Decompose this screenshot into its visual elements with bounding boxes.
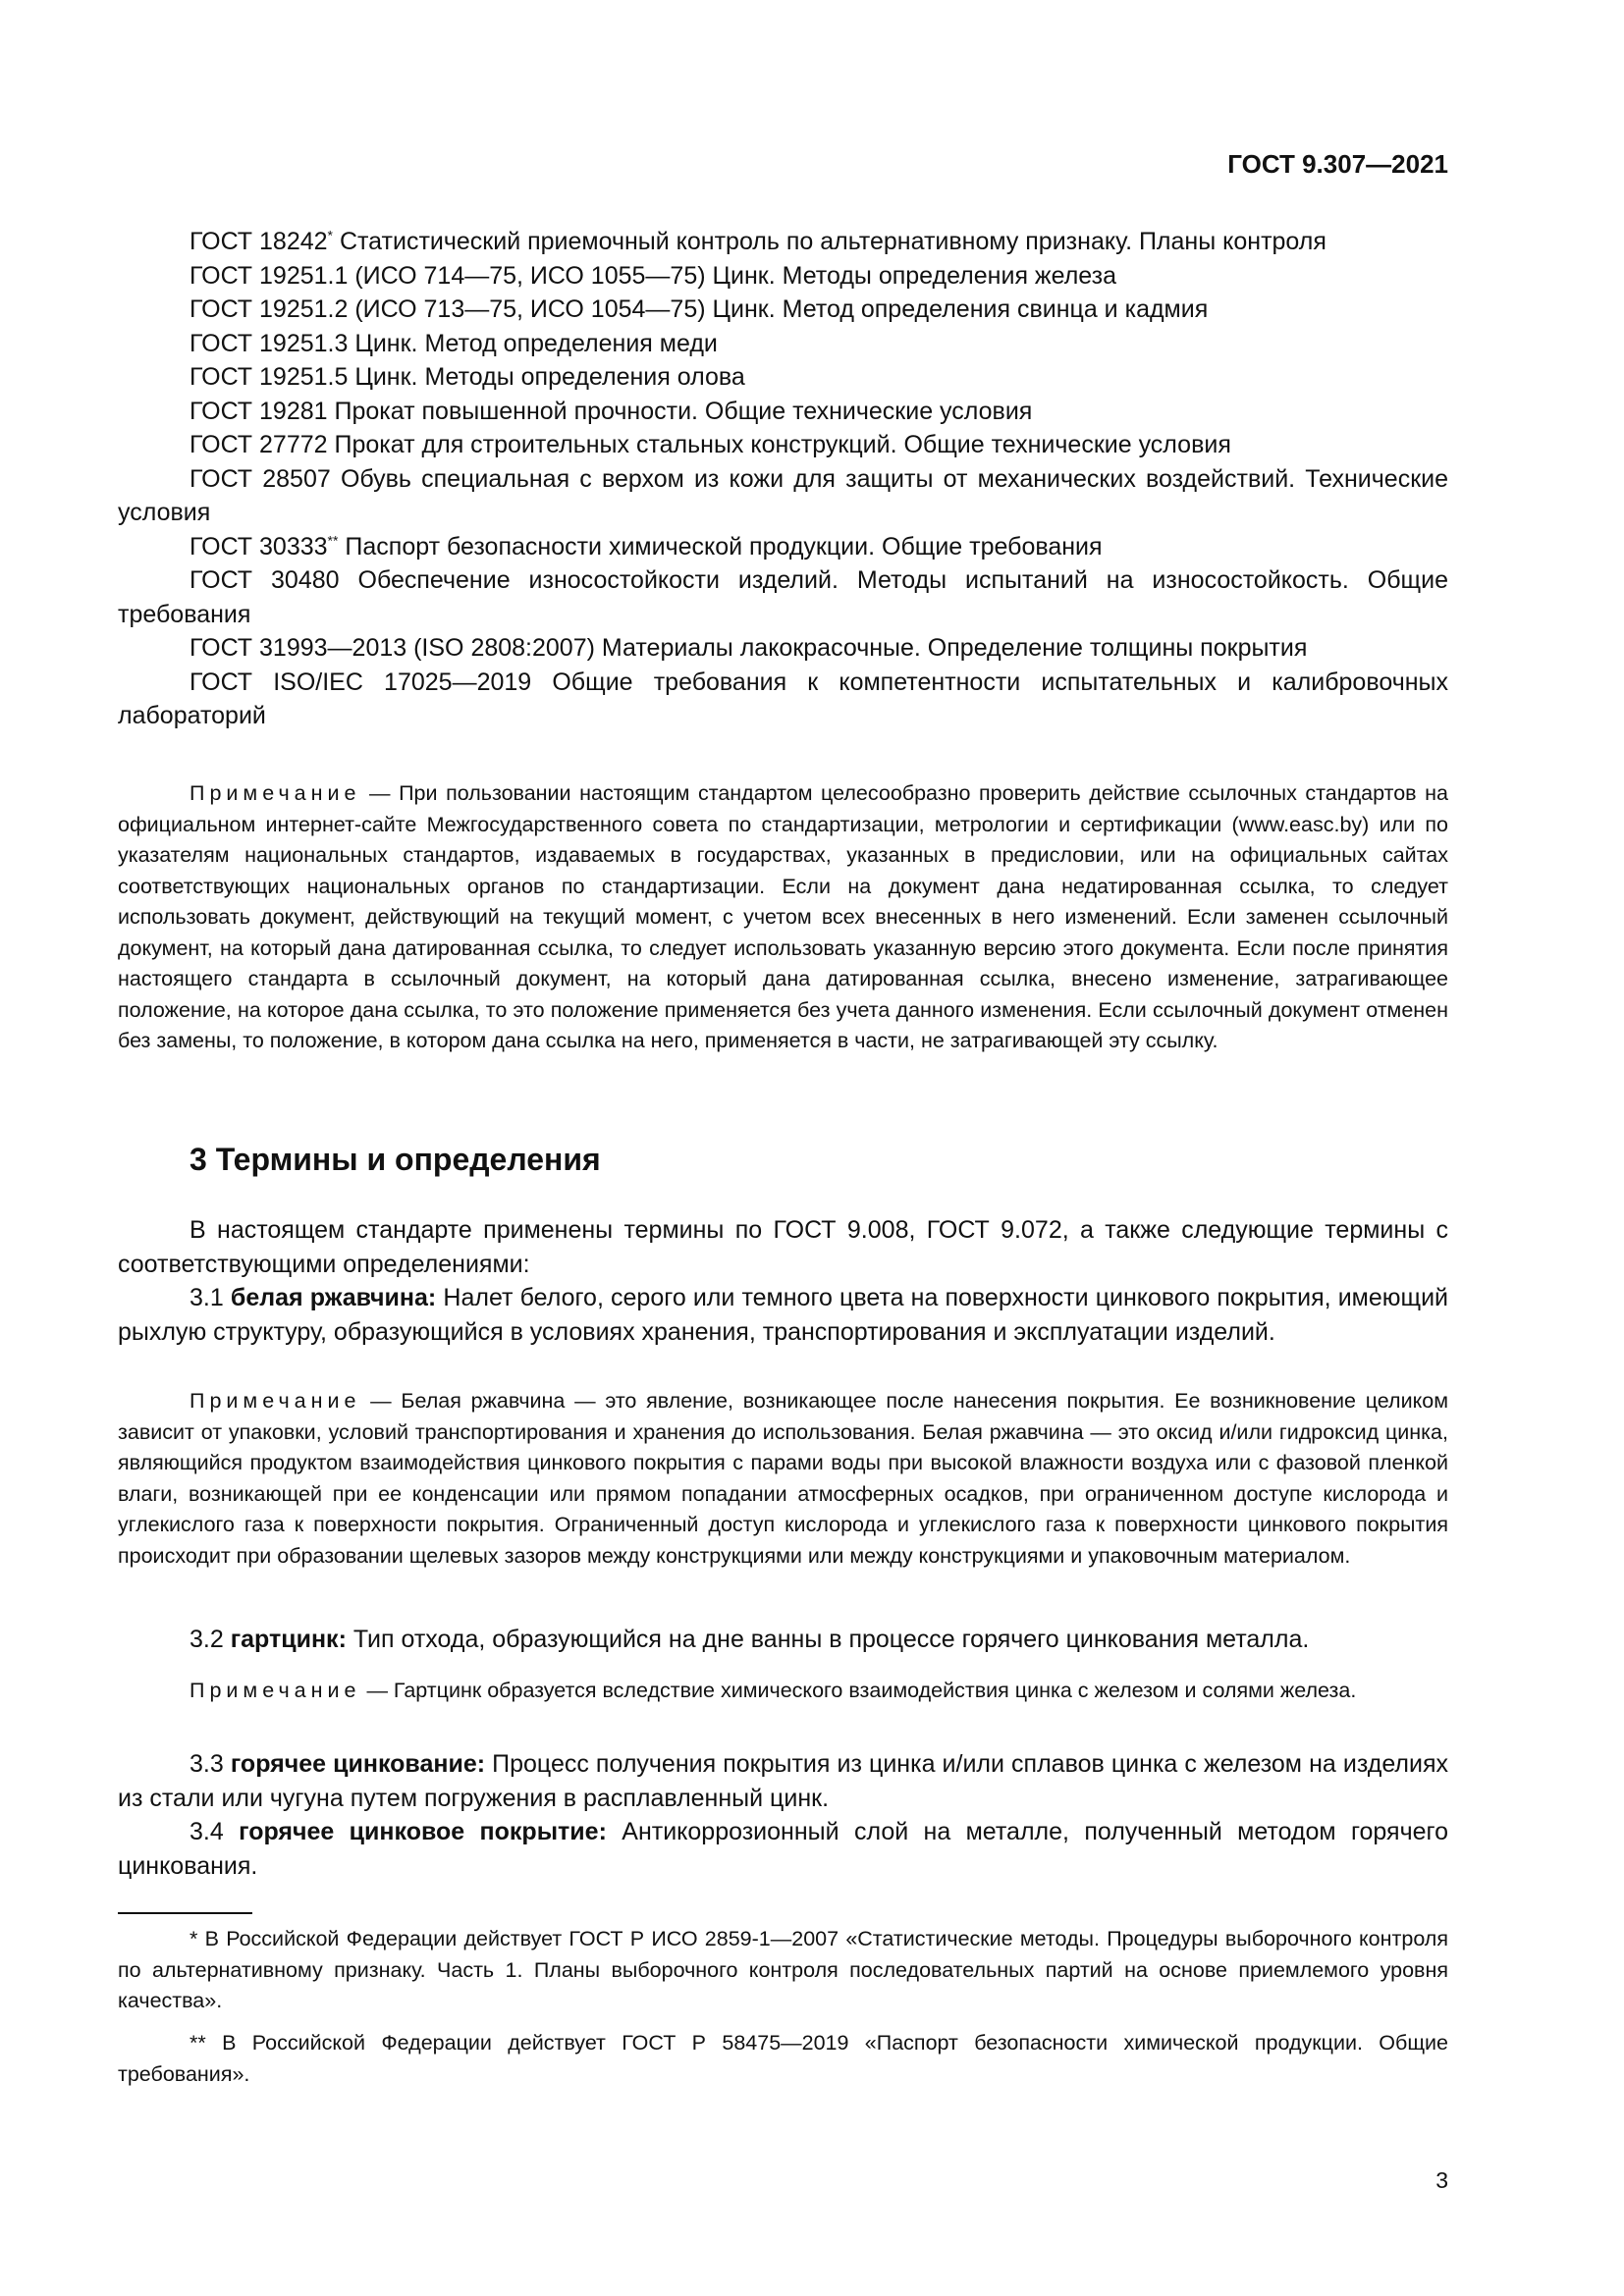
note-label: Примечание (189, 1389, 361, 1413)
reference-item: ГОСТ 27772 Прокат для строительных стальных конструкций. Общие технические условия (189, 431, 1231, 458)
reference-item: ГОСТ 30480 Обеспечение износостойкости изделий. Методы испытаний на износостойкость. Общие требования (118, 566, 1448, 628)
normative-references-list (118, 225, 1448, 733)
note-gartzink: Примечание — Гартцинк образуется вследствие химического взаимодействия цинка с железом и солями железа. (189, 1679, 1357, 1702)
footnote-separator (118, 1912, 252, 1914)
reference-item: ГОСТ 19251.1 (ИСО 714—75, ИСО 1055—75) Цинк. Методы определения железа (189, 261, 1117, 290)
term-3-2-block (118, 1623, 1448, 1657)
term-3-4: 3.4 горячее цинковое покрытие: Антикоррозионный слой на металле, полученный методом горячего цинкования. (118, 1818, 1448, 1880)
reference-item: ГОСТ 30333** Паспорт безопасности химической продукции. Общие требования (189, 532, 1103, 561)
reference-item: ГОСТ 19251.5 Цинк. Методы определения олова (189, 363, 745, 391)
term-3-2: 3.2 гартцинк: Тип отхода, образующийся на дне ванны в процессе горячего цинкования металла. (189, 1626, 1310, 1653)
note-references: Примечание — При пользовании настоящим стандартом целесообразно проверить действие ссылочных стандартов на официальном интернет-сайте Межгосударственного совета по стандартизации, метрологии и сертификации (www.easc.by) или по указателям национальных стандартов, издаваемых в государствах, указанных в предисловии, или на официальных сайтах соответствующих национальных органов по стандартизации. Если на документ дана недатированная ссылка, то следует использовать документ, действующий на текущий момент, с учетом всех внесенных в него изменений. Если заменен ссылочный документ, на который дана датированная ссылка, то следует использовать указанную версию этого документа. Если после принятия настоящего стандарта в ссылочный документ, на который дана датированная ссылка, внесено изменение, затрагивающее положение, на которое дана ссылка, то это положение применяется без учета данного изменения. Если ссылочный документ отменен без замены, то положение, в котором дана ссылка на него, применяется в части, не затрагивающей эту ссылку. (118, 781, 1448, 1052)
footnote-2: ** В Российской Федерации действует ГОСТ Р 58475—2019 «Паспорт безопасности химической продукции. Общие требования». (118, 2031, 1448, 2086)
reference-item: ГОСТ 19281 Прокат повышенной прочности. Общие технические условия (189, 397, 1033, 425)
document-id-header: ГОСТ 9.307—2021 (1227, 149, 1448, 179)
section-heading: 3 Термины и определения (189, 1142, 601, 1177)
footnote-1: * В Российской Федерации действует ГОСТ Р ИСО 2859-1—2007 «Статистические методы. Процедуры выборочного контроля по альтернативному признаку. Часть 1. Планы выборочного контроля последовательных партий на основе приемлемого уровня качества». (118, 1927, 1448, 2012)
term-3-1: 3.1 белая ржавчина: Налет белого, серого или темного цвета на поверхности цинкового покрытия, имеющий рыхлую структуру, образующийся в условиях хранения, транспортирования и эксплуатации изделий. (118, 1284, 1449, 1346)
note-label: Примечание (189, 781, 361, 805)
reference-item: ГОСТ ISO/IEC 17025—2019 Общие требования к компетентности испытательных и калибровочных лабораторий (118, 667, 1448, 729)
reference-item: ГОСТ 28507 Обувь специальная с верхом из кожи для защиты от механических воздействий. Технические условия (118, 464, 1448, 526)
note-white-rust: Примечание — Белая ржавчина — это явление, возникающее после нанесения покрытия. Ее возникновение целиком зависит от упаковки, условий транспортирования и хранения до использования. Белая ржавчина — это оксид и/или гидроксид цинка, являющийся продуктом взаимодействия цинкового покрытия с парами воды при высокой влажности воздуха или с фазовой пленкой влаги, возникающей при ее конденсации или прямом попадании атмосферных осадков, при ограниченном доступе кислорода и углекислого газа к поверхности покрытия. Ограниченный доступ кислорода и углекислого газа к поверхности цинкового покрытия происходит при образовании щелевых зазоров между конструкциями или между конструкциями и упаковочным материалом. (118, 1389, 1448, 1568)
page-number: 3 (1435, 2167, 1448, 2193)
terms-block-1 (118, 1213, 1448, 1349)
reference-item: ГОСТ 19251.2 (ИСО 713—75, ИСО 1054—75) Цинк. Метод определения свинца и кадмия (189, 295, 1209, 323)
note-label: Примечание (189, 1679, 361, 1702)
term-3-3: 3.3 горячее цинкование: Процесс получения покрытия из цинка и/или сплавов цинка с железом на изделиях из стали или чугуна путем погружения в расплавленный цинк. (118, 1750, 1448, 1812)
terms-block-2 (118, 1747, 1448, 1883)
reference-item: ГОСТ 18242* Статистический приемочный контроль по альтернативному признаку. Планы контроля (189, 227, 1326, 255)
reference-item: ГОСТ 31993—2013 (ISO 2808:2007) Материалы лакокрасочные. Определение толщины покрытия (189, 634, 1308, 662)
section-intro: В настоящем стандарте применены термины по ГОСТ 9.008, ГОСТ 9.072, а также следующие термины с соответствующими определениями: (118, 1216, 1448, 1278)
reference-item: ГОСТ 19251.3 Цинк. Метод определения меди (189, 329, 718, 357)
